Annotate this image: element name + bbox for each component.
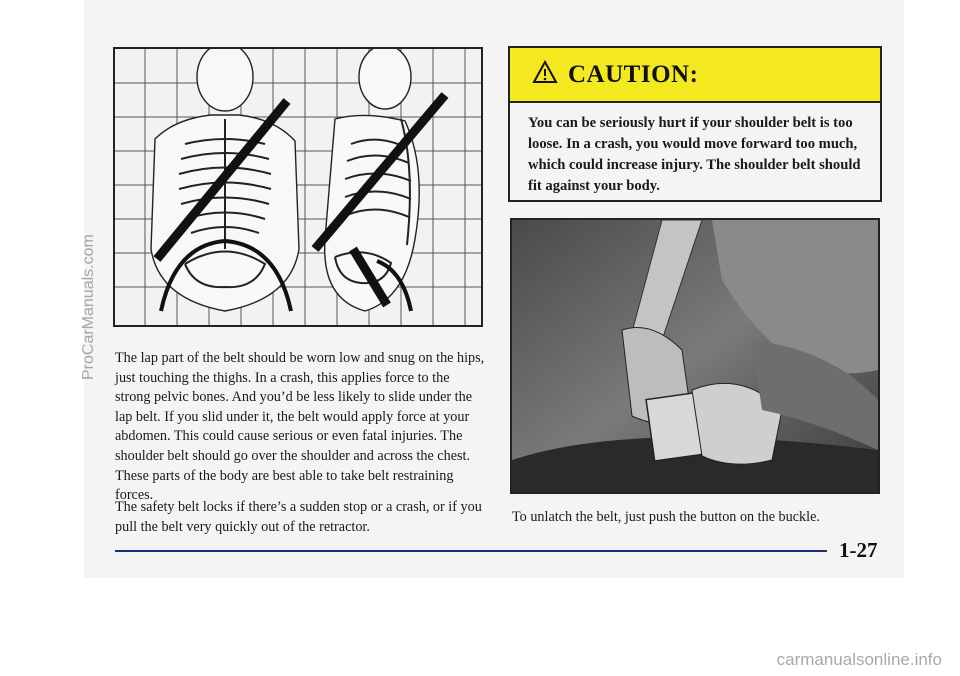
footer-rule — [115, 550, 827, 552]
photo-caption: To unlatch the belt, just push the button on the buckle. — [512, 509, 820, 525]
caution-box — [508, 46, 882, 202]
skeleton-seatbelt-illustration — [113, 47, 483, 327]
belt-lock-paragraph: The safety belt locks if there’s a sudden stop or a crash, or if you pull the belt very quickly out of the retractor. — [115, 499, 482, 535]
caution-header — [510, 48, 880, 103]
bottom-watermark: carmanualsonline.info — [776, 650, 942, 669]
warning-triangle-icon — [532, 60, 558, 89]
page-number: 1-27 — [839, 538, 878, 562]
caution-title: CAUTION: — [568, 60, 699, 88]
side-watermark: ProCarManuals.com — [80, 234, 97, 380]
caution-text: You can be seriously hurt if your shoulder belt is too loose. In a crash, you would move forward too much, which could increase injury. The shoulder belt should fit against your body. — [528, 115, 861, 194]
lap-belt-paragraph: The lap part of the belt should be worn low and snug on the hips, just touching the thighs. In a crash, this applies force to the strong pelvic bones. And you’d be less likely to slide under the lap belt. If you slid under it, the belt would apply force at your abdomen. This could cause serious or even fatal injuries. The shoulder belt should go over the shoulder and across the chest. These parts of the body are best able to take belt restraining forces. — [115, 350, 485, 504]
buckle-unlatch-photo — [510, 218, 880, 494]
